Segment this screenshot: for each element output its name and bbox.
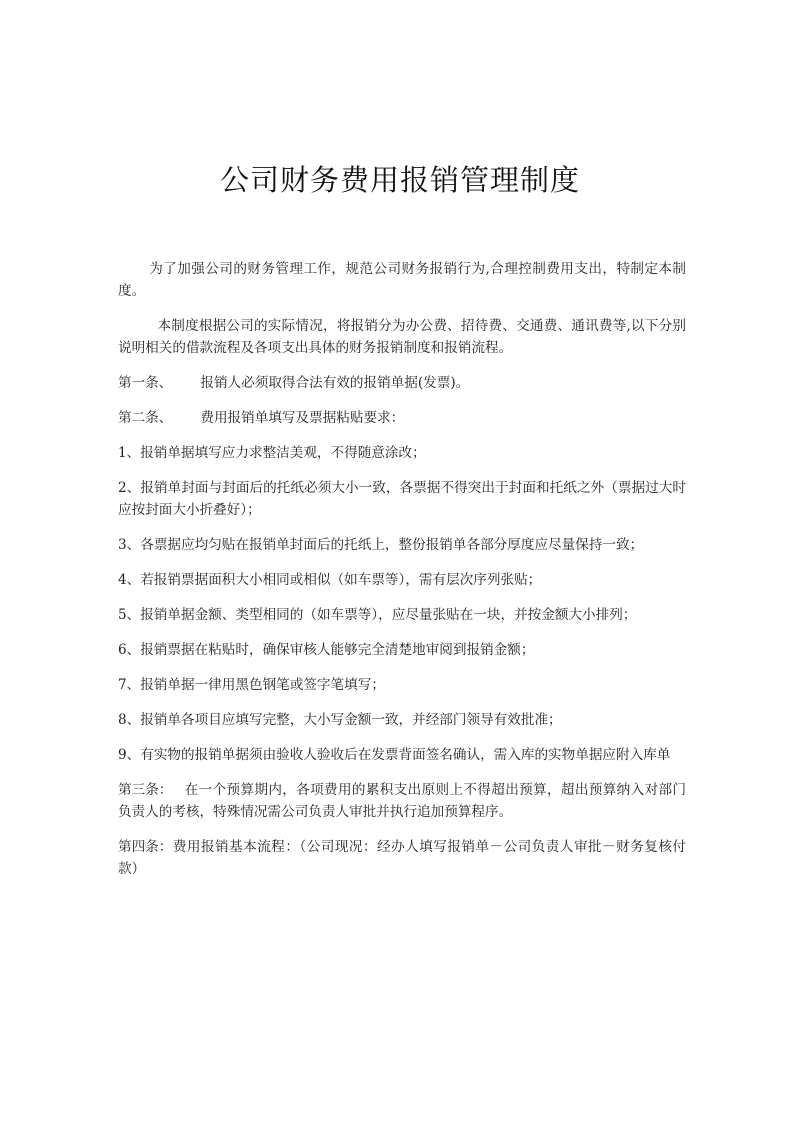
article-4-text: 费用报销基本流程：（公司现况：经办人填写报销单－公司负责人审批－财务复核付款） — [118, 839, 686, 877]
document-title: 公司财务费用报销管理制度 — [219, 163, 580, 197]
article-3-label: 第三条： — [118, 782, 173, 798]
article-2-text: 费用报销单填写及票据粘贴要求： — [200, 410, 405, 426]
article-1-text: 报销人必须取得合法有效的报销单据(发票)。 — [200, 375, 470, 391]
requirement-item: 3、各票据应均匀贴在报销单封面后的托纸上，整份报销单各部分厚度应尽量保持一致； — [118, 537, 644, 553]
article-4 — [118, 836, 686, 880]
requirement-item: 9、有实物的报销单据须由验收人验收后在发票背面签名确认，需入库的实物单据应附入库单 — [118, 747, 671, 763]
intro-paragraph-1: 为了加强公司的财务管理工作，规范公司财务报销行为,合理控制费用支出，特制定本制度。 — [118, 261, 686, 299]
requirement-item: 8、报销单各项目应填写完整，大小写金额一致，并经部门领导有效批准； — [118, 712, 562, 728]
article-3 — [118, 779, 686, 823]
requirement-item: 4、若报销票据面积大小相同或相似（如车票等），需有层次序列张贴； — [118, 572, 542, 588]
article-1-label: 第一条、 — [118, 375, 173, 391]
requirement-item: 7、报销单据一律用黑色钢笔或签字笔填写； — [118, 677, 385, 693]
article-2-label: 第二条、 — [118, 410, 173, 426]
requirement-item: 1、报销单据填写应力求整洁美观，不得随意涂改； — [118, 445, 426, 461]
requirement-item: 6、报销票据在粘贴时，确保审核人能够完全清楚地审阅到报销金额； — [118, 642, 535, 658]
article-3-text: 在一个预算期内，各项费用的累积支出原则上不得超出预算，超出预算纳入对部门负责人的考核，特殊情况需公司负责人审批并执行追加预算程序。 — [118, 782, 686, 820]
article-1 — [118, 372, 686, 394]
document-body — [118, 258, 686, 893]
article-4-label: 第四条： — [118, 839, 173, 855]
requirement-item: 2、报销单封面与封面后的托纸必须大小一致，各票据不得突出于封面和托纸之外（票据过大时应按封面大小折叠好）； — [118, 480, 686, 518]
intro-paragraph-2: 本制度根据公司的实际情况，将报销分为办公费、招待费、交通费、通讯费等,以下分别说明相关的借款流程及各项支出具体的财务报销制度和报销流程。 — [118, 318, 686, 356]
article-2 — [118, 407, 686, 429]
requirement-item: 5、报销单据金额、类型相同的（如车票等），应尽量张贴在一块，并按金额大小排列； — [118, 607, 637, 623]
